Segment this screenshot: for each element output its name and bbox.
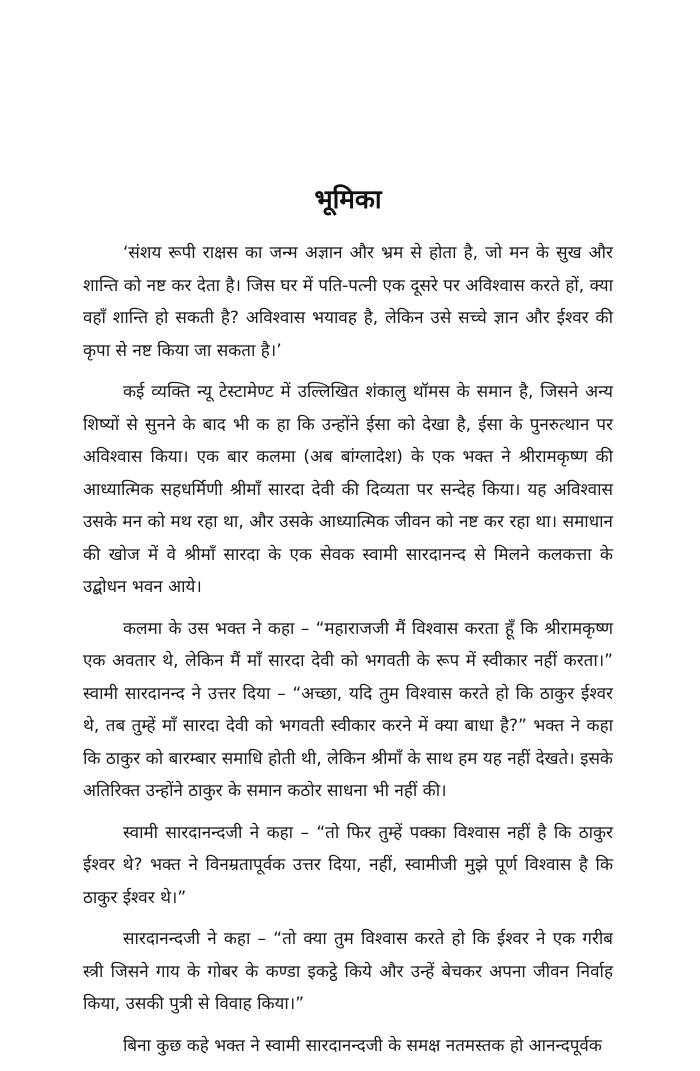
paragraph-5: सारदानन्दजी ने कहा – “तो क्या तुम विश्वास करते हो कि ईश्वर ने एक गरीब स्त्री जिसने गाय के गोबर के कण्डा इकट्ठे किये और उन्हें बेचकर अपना जीवन निर्वाह किया, उसकी पुत्री से विवाह किया।” <box>83 929 613 1014</box>
document-body <box>83 180 613 1071</box>
paragraph-6: बिना कुछ कहे भक्त ने स्वामी सारदानन्दजी के समक्ष नतमस्तक हो आनन्दपूर्वक <box>123 1035 602 1056</box>
paragraph-2: कई व्यक्ति न्यू टेस्टामेण्ट में उल्लिखित शंकालु थॉमस के समान है, जिसने अन्य शिष्यों से सुनने के बाद भी क हा कि उन्होंने ईसा को देखा है, ईसा के पुनरुत्थान पर अविश्वास किया। एक बार कलमा (अब बांग्लादेश) के एक भक्त ने श्रीरामकृष्ण की आध्यात्मिक सहधर्मिणी श्रीमाँ सारदा देवी की दिव्यता पर सन्देह किया। यह अविश्वास उसके मन को मथ रहा था, और उसके आध्यात्मिक जीवन को नष्ट कर रहा था। समाधान की खोज में वे श्रीमाँ सारदा के एक सेवक स्वामी सारदानन्द से मिलने कलकत्ता के उद्बोधन भवन आये। <box>83 382 613 597</box>
paragraph-3: कलमा के उस भक्त ने कहा – “महाराजजी मैं विश्वास करता हूँ कि श्रीरामकृष्ण एक अवतार थे, लेकिन मैं माँ सारदा देवी को भगवती के रूप में स्वीकार नहीं करता।” स्वामी सारदानन्द ने उत्तर दिया – “अच्छा, यदि तुम विश्वास करते हो कि ठाकुर ईश्वर थे, तब तुम्हें माँ सारदा देवी को भगवती स्वीकार करने में क्या बाधा है?” भक्त ने कहा कि ठाकुर को बारम्बार समाधि होती थी, लेकिन श्रीमाँ के साथ हम यह नहीं देखते। इसके अतिरिक्त उन्होंने ठाकुर के समान कठोर साधना भी नहीं की। <box>83 618 613 801</box>
paragraph-4: स्वामी सारदानन्दजी ने कहा – “तो फिर तुम्हें पक्का विश्वास नहीं है कि ठाकुर ईश्वर थे? भक्त ने विनम्रतापूर्वक उत्तर दिया, नहीं, स्वामीजी मुझे पूर्ण विश्वास है कि ठाकुर ईश्वर थे।” <box>83 822 613 908</box>
page-title: भूमिका <box>314 185 382 215</box>
paragraph-1: ‘संशय रूपी राक्षस का जन्म अज्ञान और भ्रम से होता है, जो मन के सुख और शान्ति को नष्ट कर देता है। जिस घर में पति-पत्नी एक दूसरे पर अविश्वास करते हों, क्या वहाँ शान्ति हो सकती है? अविश्वास भयावह है, लेकिन उसे सच्चे ज्ञान और ईश्वर की कृपा से नष्ट किया जा सकता है।’ <box>83 243 613 361</box>
